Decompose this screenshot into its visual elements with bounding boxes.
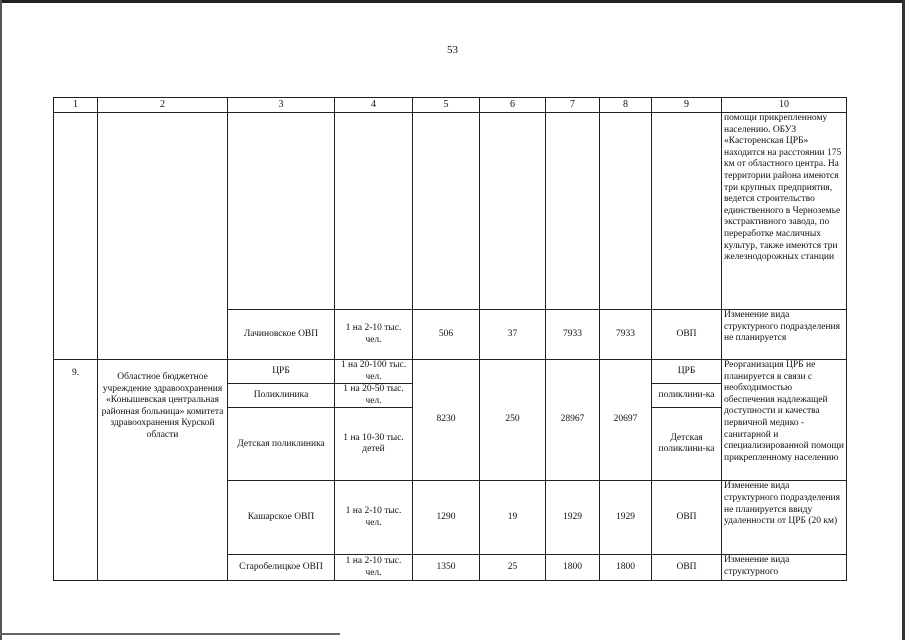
type-cell: ЦРБ [652, 360, 722, 384]
value-cell: 25 [480, 555, 546, 581]
note-cell: Изменение вида структурного подразделения не планируется [722, 310, 847, 360]
unit-name: Поликлиника [228, 384, 335, 408]
cell-empty [546, 113, 600, 310]
norm-cell: 1 на 2-10 тыс. чел. [335, 481, 413, 555]
type-cell: ОВП [652, 310, 722, 360]
norm-cell: 1 на 20-50 тыс. чел. [335, 384, 413, 408]
cell-empty [335, 113, 413, 310]
header-cell: 8 [600, 98, 652, 113]
type-cell: Детская поликлини-ка [652, 408, 722, 481]
header-row [54, 98, 847, 113]
header-cell: 6 [480, 98, 546, 113]
header-cell: 1 [54, 98, 98, 113]
organization-name: Областное бюджетное учреждение здравоохранения «Конышевская центральная районная больница» комитета здравоохранения Курской области [98, 360, 228, 581]
note-cell: помощи прикрепленному населению. ОБУЗ «Касторенская ЦРБ» находится на расстоянии 175 км от областного центра. На территории района имеются три крупных предприятия, ведется строительство единственного в Черноземье экстрактивного завода, по переработке масличных культур, также имеются три железнодорожных станции [722, 113, 847, 310]
row-number: 9. [54, 360, 98, 581]
cell-empty [54, 113, 98, 360]
norm-cell: 1 на 2-10 тыс. чел. [335, 310, 413, 360]
value-cell: 1929 [546, 481, 600, 555]
value-cell: 506 [413, 310, 480, 360]
cell-empty [228, 113, 335, 310]
cell-empty [480, 113, 546, 310]
scan-edge-bottom [0, 633, 340, 635]
header-cell: 5 [413, 98, 480, 113]
value-cell: 1800 [600, 555, 652, 581]
unit-name: Лачиновское ОВП [228, 310, 335, 360]
header-cell: 10 [722, 98, 847, 113]
header-cell: 4 [335, 98, 413, 113]
note-cell: Изменение вида структурного подразделения не планируется ввиду удаленности от ЦРБ (20 км) [722, 481, 847, 555]
cell-empty [600, 113, 652, 310]
norm-cell: 1 на 2-10 тыс. чел. [335, 555, 413, 581]
value-cell: 1290 [413, 481, 480, 555]
header-cell: 7 [546, 98, 600, 113]
value-cell: 7933 [600, 310, 652, 360]
value-cell: 250 [480, 360, 546, 481]
cell-empty [98, 113, 228, 360]
unit-name: Старобелицкое ОВП [228, 555, 335, 581]
unit-name: ЦРБ [228, 360, 335, 384]
header-cell: 9 [652, 98, 722, 113]
value-cell: 28967 [546, 360, 600, 481]
value-cell: 1929 [600, 481, 652, 555]
type-cell: поликлини-ка [652, 384, 722, 408]
value-cell: 7933 [546, 310, 600, 360]
facilities-table [53, 97, 847, 581]
value-cell: 1350 [413, 555, 480, 581]
cell-empty [652, 113, 722, 310]
value-cell: 8230 [413, 360, 480, 481]
value-cell: 37 [480, 310, 546, 360]
value-cell: 19 [480, 481, 546, 555]
type-cell: ОВП [652, 555, 722, 581]
norm-cell: 1 на 10-30 тыс. детей [335, 408, 413, 481]
unit-name: Кашарское ОВП [228, 481, 335, 555]
scan-edge-left [0, 0, 2, 640]
cell-empty [413, 113, 480, 310]
scan-edge-top [0, 0, 905, 3]
note-cell: Реорганизация ЦРБ не планируется в связи с необходимостью обеспечения надлежащей доступности и качества первичной медико - санитарной и специализированной помощи прикрепленному населению [722, 360, 847, 481]
note-cell: Изменение вида структурного [722, 555, 847, 581]
header-cell: 3 [228, 98, 335, 113]
type-cell: ОВП [652, 481, 722, 555]
norm-cell: 1 на 20-100 тыс. чел. [335, 360, 413, 384]
unit-name: Детская поликлиника [228, 408, 335, 481]
page-number: 53 [447, 44, 458, 56]
table-row [54, 113, 847, 310]
table-row [54, 360, 847, 384]
value-cell: 20697 [600, 360, 652, 481]
value-cell: 1800 [546, 555, 600, 581]
header-cell: 2 [98, 98, 228, 113]
